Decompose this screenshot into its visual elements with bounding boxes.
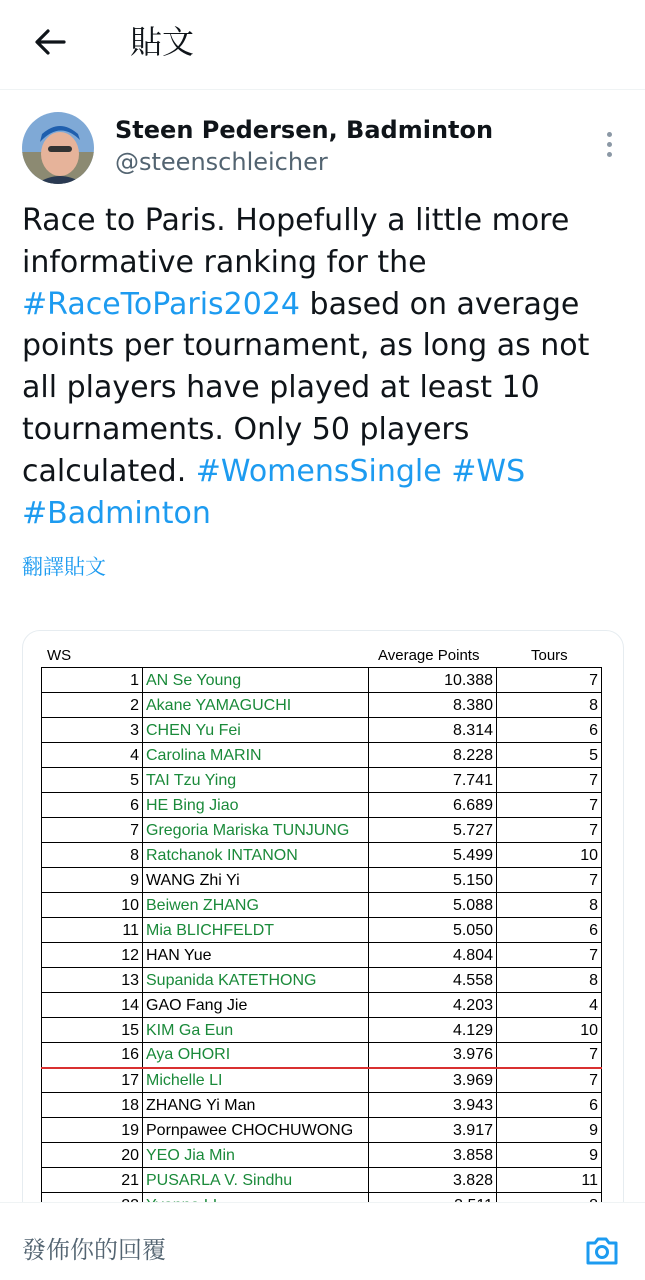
tours-cell: 9 — [497, 1118, 602, 1143]
average-points-cell: 7.741 — [369, 768, 497, 793]
average-points-cell: 8.314 — [369, 718, 497, 743]
table-row — [42, 868, 602, 893]
average-points-cell: 8.380 — [369, 693, 497, 718]
hashtag-racetoparis2024[interactable]: #RaceToParis2024 — [22, 286, 301, 322]
tours-cell: 7 — [497, 668, 602, 693]
tours-cell: 7 — [497, 793, 602, 818]
tours-cell: 7 — [497, 768, 602, 793]
table-row — [42, 1093, 602, 1118]
table-row — [42, 943, 602, 968]
column-header-tours: Tours — [531, 647, 568, 664]
average-points-cell: 3.858 — [369, 1143, 497, 1168]
tours-cell: 9 — [497, 1143, 602, 1168]
table-row — [42, 693, 602, 718]
average-points-cell: 6.689 — [369, 793, 497, 818]
tours-cell: 10 — [497, 843, 602, 868]
tours-cell: 7 — [497, 1068, 602, 1093]
rank-cell: 6 — [42, 793, 143, 818]
tours-cell: 8 — [497, 693, 602, 718]
column-header-average-points: Average Points — [378, 647, 480, 664]
rank-cell: 7 — [42, 818, 143, 843]
ranking-table — [41, 667, 602, 1218]
average-points-cell: 4.129 — [369, 1018, 497, 1043]
player-name-cell: Akane YAMAGUCHI — [143, 693, 369, 718]
more-vertical-icon — [607, 132, 612, 137]
table-row — [42, 793, 602, 818]
rank-cell: 5 — [42, 768, 143, 793]
average-points-cell: 3.828 — [369, 1168, 497, 1193]
tours-cell: 7 — [497, 943, 602, 968]
tours-cell: 6 — [497, 918, 602, 943]
player-name-cell: Gregoria Mariska TUNJUNG — [143, 818, 369, 843]
player-name-cell: KIM Ga Eun — [143, 1018, 369, 1043]
section-label: WS — [47, 647, 72, 664]
rank-cell: 20 — [42, 1143, 143, 1168]
tours-cell: 4 — [497, 993, 602, 1018]
average-points-cell: 3.976 — [369, 1043, 497, 1068]
player-name-cell: Michelle LI — [143, 1068, 369, 1093]
average-points-cell: 5.727 — [369, 818, 497, 843]
average-points-cell: 5.150 — [369, 868, 497, 893]
tweet-image[interactable] — [22, 630, 624, 1230]
rank-cell: 11 — [42, 918, 143, 943]
tours-cell: 8 — [497, 968, 602, 993]
tours-cell: 11 — [497, 1168, 602, 1193]
player-name-cell: TAI Tzu Ying — [143, 768, 369, 793]
player-name-cell: YEO Jia Min — [143, 1143, 369, 1168]
reply-bar — [0, 1202, 645, 1280]
top-bar — [0, 0, 645, 90]
average-points-cell: 3.917 — [369, 1118, 497, 1143]
player-name-cell: Beiwen ZHANG — [143, 893, 369, 918]
rank-cell: 18 — [42, 1093, 143, 1118]
tours-cell: 7 — [497, 868, 602, 893]
back-button[interactable] — [28, 24, 72, 60]
rank-cell: 13 — [42, 968, 143, 993]
rank-cell: 16 — [42, 1043, 143, 1068]
tweet-text-part: Race to Paris. Hopefully a little more informative ranking for the — [22, 203, 570, 280]
average-points-cell: 3.943 — [369, 1093, 497, 1118]
rank-cell: 17 — [42, 1068, 143, 1093]
average-points-cell: 5.088 — [369, 893, 497, 918]
rank-cell: 8 — [42, 843, 143, 868]
average-points-cell: 4.558 — [369, 968, 497, 993]
player-name-cell: Ratchanok INTANON — [143, 843, 369, 868]
player-name-cell: WANG Zhi Yi — [143, 868, 369, 893]
player-name-cell: PUSARLA V. Sindhu — [143, 1168, 369, 1193]
rank-cell: 12 — [42, 943, 143, 968]
hashtag-womenssingle[interactable]: #WomensSingle — [195, 453, 442, 489]
translate-post-link[interactable]: 翻譯貼文 — [22, 555, 106, 579]
player-name-cell: GAO Fang Jie — [143, 993, 369, 1018]
hashtag-ws[interactable]: #WS — [451, 453, 526, 489]
average-points-cell: 8.228 — [369, 743, 497, 768]
table-row — [42, 968, 602, 993]
table-row — [42, 1143, 602, 1168]
table-row — [42, 668, 602, 693]
player-name-cell: Carolina MARIN — [143, 743, 369, 768]
table-row — [42, 1168, 602, 1193]
tours-cell: 6 — [497, 718, 602, 743]
table-row — [42, 893, 602, 918]
more-options-button[interactable] — [594, 124, 624, 164]
rank-cell: 1 — [42, 668, 143, 693]
table-row — [42, 993, 602, 1018]
average-points-cell: 4.804 — [369, 943, 497, 968]
tours-cell: 6 — [497, 1093, 602, 1118]
average-points-cell: 4.203 — [369, 993, 497, 1018]
tours-cell: 7 — [497, 1043, 602, 1068]
tweet-text-part: based on average points per tournament, as long as not all players have played at least 10 tournaments. Only 50 players calculated. — [22, 286, 590, 489]
table-row — [42, 843, 602, 868]
hashtag-badminton[interactable]: #Badminton — [22, 495, 211, 531]
table-row — [42, 743, 602, 768]
rank-cell: 4 — [42, 743, 143, 768]
table-row — [42, 1018, 602, 1043]
reply-input[interactable]: 發佈你的回覆 — [22, 1236, 166, 1264]
rank-cell: 19 — [42, 1118, 143, 1143]
player-name-cell: AN Se Young — [143, 668, 369, 693]
player-name-cell: HE Bing Jiao — [143, 793, 369, 818]
rank-cell: 10 — [42, 893, 143, 918]
table-row — [42, 718, 602, 743]
tours-cell: 10 — [497, 1018, 602, 1043]
tours-cell: 5 — [497, 743, 602, 768]
rank-cell: 21 — [42, 1168, 143, 1193]
player-name-cell: Mia BLICHFELDT — [143, 918, 369, 943]
average-points-cell: 5.050 — [369, 918, 497, 943]
player-name-cell: CHEN Yu Fei — [143, 718, 369, 743]
tours-cell: 7 — [497, 818, 602, 843]
rank-cell: 14 — [42, 993, 143, 1018]
rank-cell: 2 — [42, 693, 143, 718]
average-points-cell: 10.388 — [369, 668, 497, 693]
tweet-text — [22, 200, 622, 534]
table-row — [42, 768, 602, 793]
table-row — [42, 1043, 602, 1068]
player-name-cell: HAN Yue — [143, 943, 369, 968]
player-name-cell: Supanida KATETHONG — [143, 968, 369, 993]
rank-cell: 15 — [42, 1018, 143, 1043]
average-points-cell: 3.969 — [369, 1068, 497, 1093]
player-name-cell: ZHANG Yi Man — [143, 1093, 369, 1118]
author-handle[interactable]: @steenschleicher — [115, 148, 328, 176]
tours-cell: 8 — [497, 893, 602, 918]
table-row — [42, 1118, 602, 1143]
camera-button[interactable] — [582, 1231, 622, 1271]
rank-cell: 3 — [42, 718, 143, 743]
page-title: 貼文 — [130, 23, 195, 61]
player-name-cell: Pornpawee CHOCHUWONG — [143, 1118, 369, 1143]
table-row — [42, 918, 602, 943]
arrow-left-icon — [34, 28, 66, 56]
player-name-cell: Aya OHORI — [143, 1043, 369, 1068]
average-points-cell: 5.499 — [369, 843, 497, 868]
avatar[interactable] — [22, 112, 94, 184]
camera-icon — [584, 1235, 620, 1267]
table-row — [42, 1068, 602, 1093]
author-name[interactable]: Steen Pedersen, Badminton — [115, 116, 494, 144]
table-row — [42, 818, 602, 843]
rank-cell: 9 — [42, 868, 143, 893]
